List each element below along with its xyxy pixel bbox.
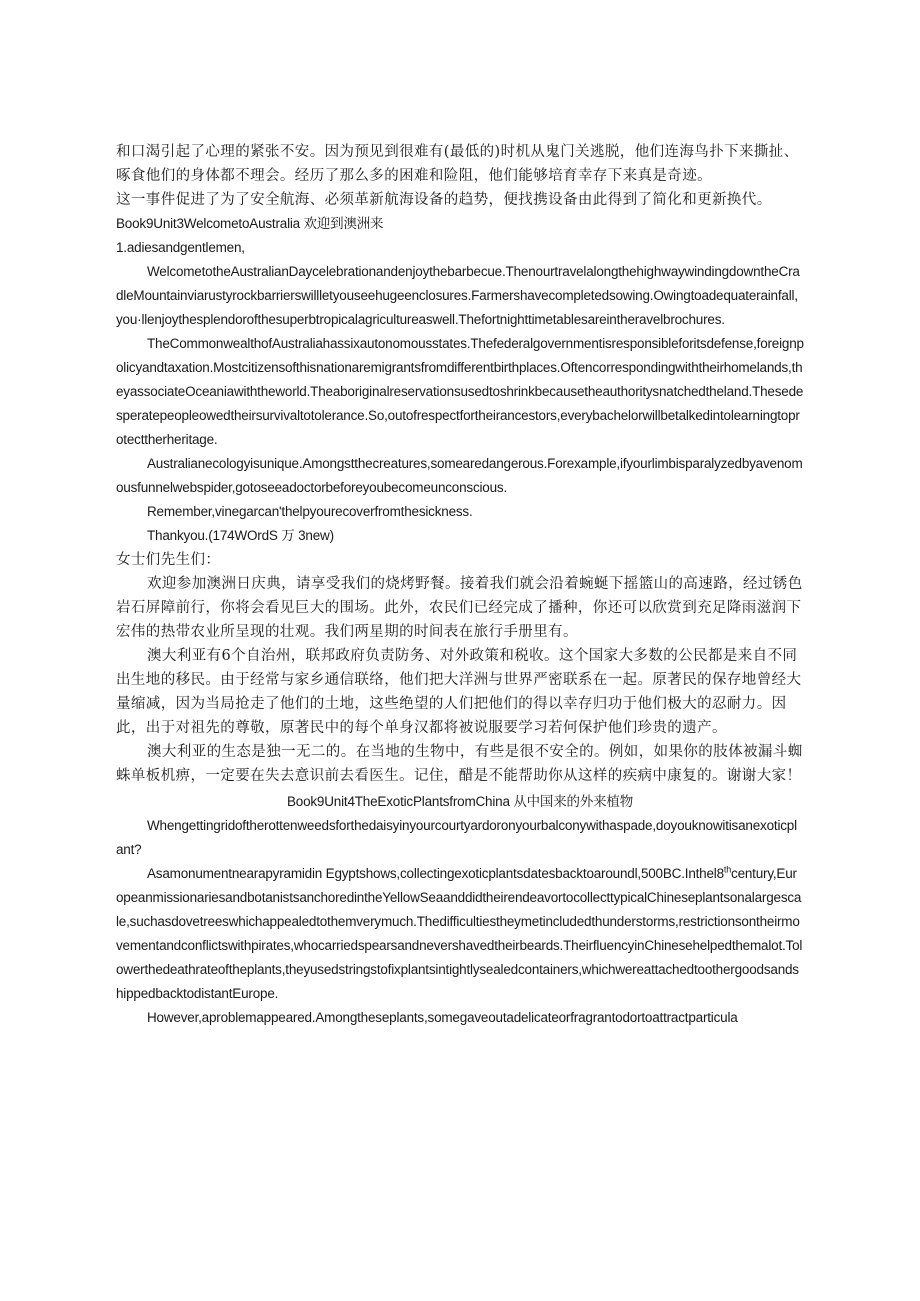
unit3-en-paragraph: Australianecologyisunique.Amongstthecreatures,somearedangerous.Forexample,ifyourlimbisparalyzedbyavenomousfunnelwebspider,gotoseeadoctorbeforeyoubecomeunconscious.: [116, 456, 803, 495]
unit3-greeting: 1.adiesandgentlemen,: [116, 240, 245, 255]
unit4-title: Book9Unit4TheExoticPlantsfromChina 从中国来的外来植物: [286, 794, 634, 809]
unit3-en-paragraph: TheCommonwealthofAustraliahassixautonomousstates.Thefederalgovernmentisresponsibleforitsdefense,foreignpolicyandtaxation.Mostcitizensofthisnationaremigrantsfromdifferentbirthplaces.Oftencorrespondingwiththeirhomelands,theyassociateOceaniawiththeworld.Theaboriginalreservationsusedtoshrinkbecausetheauthoritysnatchedtheland.Thesedesperatepeopleowedtheirsurvivaltotolerance.So,outofrespectfortheirancestors,everybachelorwillbetalkedintolearningtoprotecttherheritage.: [116, 336, 804, 447]
paragraph-zh-continuation: 和口渴引起了心理的紧张不安。因为预见到很难有(最低的)时机从鬼门关逃脱，他们连海鸟扑下来撕扯、啄食他们的身体都不理会。经历了那么多的困难和险阻，他们能够培育幸存下来真是奇迹。: [116, 144, 799, 184]
unit3-title: Book9Unit3WelcometoAustralia 欢迎到澳洲来: [116, 216, 384, 231]
unit3-zh-greeting: 女士们先生们：: [116, 552, 221, 568]
unit3-zh-paragraph: 欢迎参加澳洲日庆典，请享受我们的烧烤野餐。接着我们就会沿着蜿蜒下摇篮山的高速路，经过锈色岩石屏障前行，你将会看见巨大的围场。此外，农民们已经完成了播种，你还可以欣赏到充足降雨滋润下宏伟的热带农业所呈现的壮观。我们两星期的时间表在旅行手册里有。: [116, 576, 803, 640]
unit3-en-paragraph: Remember,vinegarcan'thelpyourecoverfromthesickness.: [147, 504, 473, 519]
unit3-zh-paragraph: 澳大利亚的生态是独一无二的。在当地的生物中，有些是很不安全的。例如，如果你的肢体被漏斗蜘蛛单板机痹，一定要在失去意识前去看医生。记住，醋是不能帮助你从这样的疾病中康复的。谢谢大家！: [116, 744, 803, 784]
unit4-p2-text: Asamonumentnearapyramidin Egyptshows,collectingexoticplantsdatesbacktoaroundl,500BC.Inthel8: [147, 866, 724, 881]
document-page: [116, 140, 804, 1030]
unit4-en-paragraph: Whengettingridoftherottenweedsforthedaisyinyourcourtyardoronyourbalconywithaspade,doyouknowitisanexoticplant?: [116, 818, 797, 857]
unit4-p2-text-cont: century,EuropeanmissionariesandbotanistsanchoredintheYellowSeaanddidtheirendeavortocollecttypicalChineseplantsonalargescale,suchasdovetreeswhichappealedtothemverymuch.Thedifficultiestheymetincludedthunderstorms,restrictionsontheirmovementandconflictswithpirates,whocarriedspearsandnevershavedtheirbeards.TheirfluencyinChinesehelpedthemalot.Tolowerthedeathrateoftheplants,theyusedstringstofixplantsintightlysealedcontainers,whichwereattachedtoothergoodsandshippedbacktodistantEurope.: [116, 866, 803, 1001]
unit4-p2-superscript: th: [723, 864, 732, 875]
unit3-en-paragraph: WelcometotheAustralianDaycelebrationandenjoythebarbecue.ThenourtravelalongthehighwaywindingdowntheCradleMountainviarustyrockbarrierswillletyouseehugeenclosures.Farmershavecompletedsowing.Owingtoadequaterainfall,you·llenjoythesplendorofthesuperbtropicalagricultureaswell.Thefortnighttimetablesareintheravelbrochures.: [116, 264, 800, 327]
unit3-zh-paragraph: 澳大利亚有6个自治州，联邦政府负责防务、对外政策和税收。这个国家大多数的公民都是来自不同出生地的移民。由于经常与家乡通信联络，他们把大洋洲与世界严密联系在一起。原著民的保存地曾经大量缩减，因为当局抢走了他们的土地，这些绝望的人们把他们的得以幸存归功于他们极大的忍耐力。因此，出于对祖先的尊敬，原著民中的每个单身汉都将被说服要学习若何保护他们珍贵的遗产。: [116, 648, 802, 736]
unit4-en-paragraph: [116, 862, 804, 1006]
unit4-en-paragraph: However,aproblemappeared.Amongtheseplants,somegaveoutadelicateorfragrantodortoattractparticula: [147, 1010, 738, 1025]
paragraph-zh-equipment: 这一事件促进了为了安全航海、必须革新航海设备的趋势，便找携设备由此得到了简化和更新换代。: [116, 192, 772, 208]
unit3-en-thanks: Thankyou.(174WOrdS 万 3new): [147, 528, 334, 543]
